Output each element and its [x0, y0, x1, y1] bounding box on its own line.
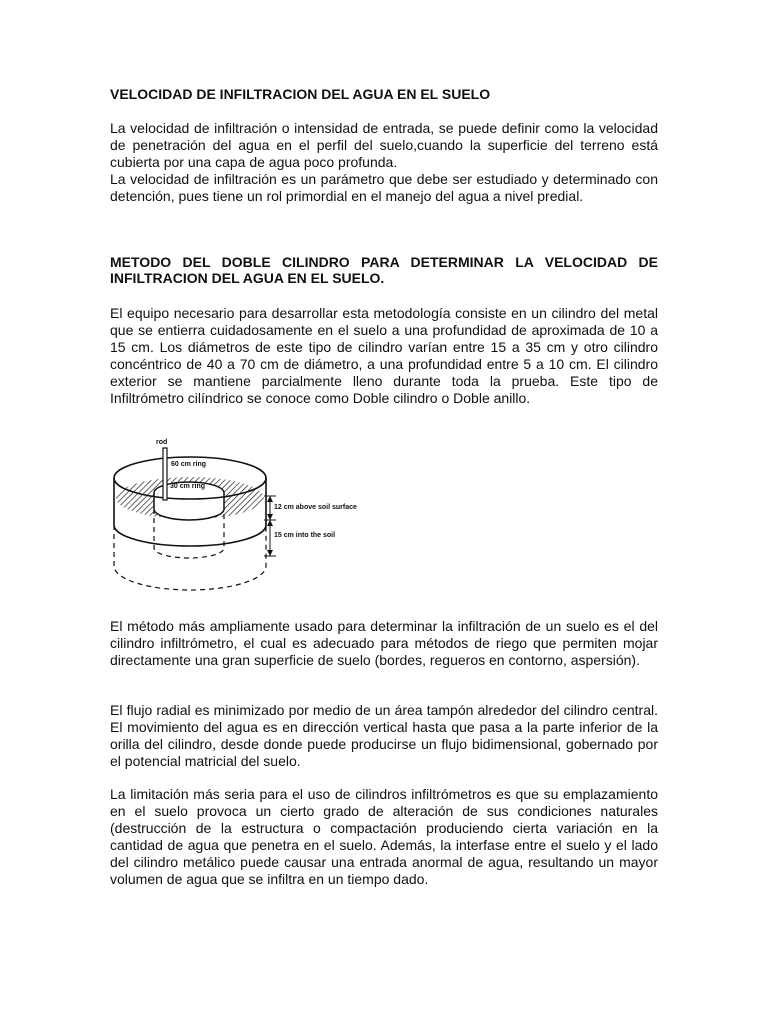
double-ring-illustration	[110, 436, 380, 606]
section-title: METODO DEL DOBLE CILINDRO PARA DETERMINAR LA VELOCIDAD DE INFILTRACION DEL AGUA EN EL SUELO.	[110, 254, 658, 286]
intro-paragraph-1: La velocidad de infiltración o intensidad de entrada, se puede definir como la velocidad de penetración del agua en el perfil del suelo,cuando la superficie del terreno está cubierta por una capa de agua poco profunda.	[110, 120, 658, 170]
dim-arrow-4	[267, 550, 273, 556]
label-inner-ring: 30 cm ring	[170, 483, 206, 490]
dim-arrow-2	[267, 514, 273, 520]
paragraph-method-usage: El método más ampliamente usado para determinar la infiltración de un suelo es el del cilindro infiltrómetro, el cual es adecuado para métodos de riego que permiten mojar directamente una gran superficie de suelo (bordes, regueros en contorno, aspersión).	[110, 618, 658, 668]
label-into-soil: 15 cm into the soil	[274, 532, 336, 539]
label-above-surface: 12 cm above soil surface	[274, 504, 357, 511]
rod	[163, 448, 167, 500]
label-rod: rod	[156, 439, 168, 446]
paragraph-radial-flow: El flujo radial es minimizado por medio de un área tampón alrededor del cilindro central. El movimiento del agua es en dirección vertical hasta que pasa a la parte inferior de la orilla del cilindro, desde donde puede producirse un flujo bidimensional, gobernado por el potencial matricial del suelo.	[110, 702, 658, 769]
intro-paragraph-2: La velocidad de infiltración es un parámetro que debe ser estudiado y determinado con detención, pues tiene un rol primordial en el manejo del agua a nivel predial.	[110, 171, 658, 204]
label-outer-ring: 60 cm ring	[171, 461, 207, 468]
double-ring-diagram	[110, 436, 380, 606]
page-title: VELOCIDAD DE INFILTRACION DEL AGUA EN EL SUELO	[110, 86, 491, 102]
dim-arrow-3	[267, 520, 273, 526]
paragraph-limitation: La limitación más seria para el uso de cilindros infiltrómetros es que su emplazamiento en el suelo provoca un cierto grado de alteración de sus condiciones naturales (destrucción de la estructura o compactación produciendo cierta variación en la cantidad de agua que penetra en el suelo. Además, la interfase entre el suelo y el lado del cilindro metálico puede causar una entrada anormal de agua, resultando un mayor volumen de agua que se infiltra en un tiempo dado.	[110, 786, 658, 887]
outer-ring-buried	[114, 525, 266, 590]
dim-arrow-1	[267, 496, 273, 502]
method-paragraph: El equipo necesario para desarrollar esta metodología consiste en un cilindro del metal que se entierra cuidadosamente en el suelo a una profundidad de aproximada de 10 a 15 cm. Los diámetros de este tipo de cilindro varían entre 15 a 35 cm y otro cilindro concéntrico de 40 a 70 cm de diámetro, a una profundidad entre 5 a 10 cm. El cilindro exterior se mantiene parcialmente lleno durante toda la prueba. Este tipo de Infiltrómetro cilíndrico se conoce como Doble cilindro o Doble anillo.	[110, 305, 658, 406]
outer-ring-bottom-edge	[114, 525, 266, 546]
